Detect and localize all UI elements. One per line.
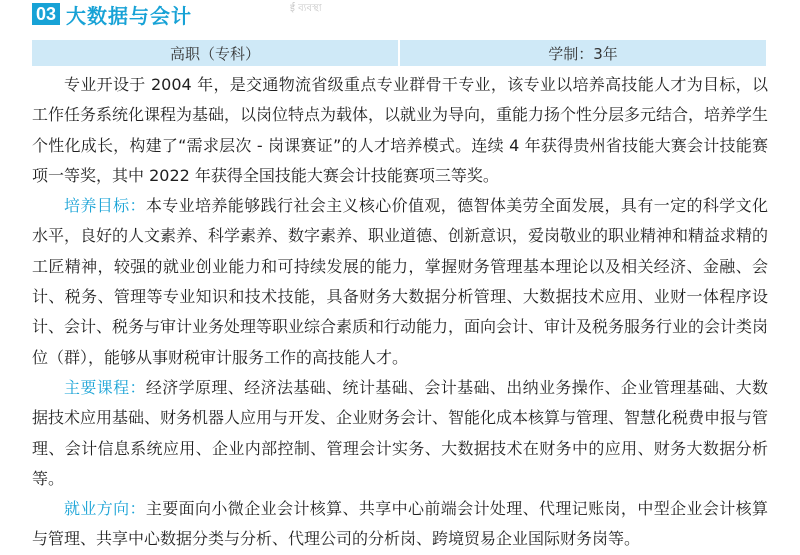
- goal-label: 培养目标：: [64, 196, 146, 216]
- program-description: [32, 70, 768, 555]
- goal-paragraph: [32, 191, 768, 373]
- intro-paragraph: 专业开设于 2004 年，是交通物流省级重点专业群骨干专业，该专业以培养高技能人才为目标，以工作任务系统化课程为基础，以岗位特点为载体，以就业为导向，重能力扬个性分层多元结合，培养学生个性化成长，构建了“需求层次 - 岗课赛证”的人才培养模式。连续 4 年获得贵州省技能大赛会计技能赛项一等奖，其中 2022 年获得全国技能大赛会计技能赛项三等奖。: [32, 75, 769, 185]
- section-header: [32, 0, 192, 28]
- program-level: 高职（专科）: [32, 40, 398, 66]
- courses-text: 经济学原理、经济法基础、统计基础、会计基础、出纳业务操作、企业管理基础、大数据技术应用基础、财务机器人应用与开发、企业财务会计、智能化成本核算与管理、智慧化税费申报与管理、会计信息系统应用、企业内部控制、管理会计实务、大数据技术在财务中的应用、财务大数据分析等。: [32, 377, 769, 488]
- program-info-band: [32, 40, 766, 66]
- jobs-text: 主要面向小微企业会计核算、共享中心前端会计处理、代理记账岗，中型企业会计核算与管理、共享中心数据分类与分析、代理公司的分析岗、跨境贸易企业国际财务岗等。: [32, 499, 768, 549]
- courses-paragraph: [32, 373, 768, 494]
- courses-label: 主要课程：: [64, 377, 146, 397]
- jobs-paragraph: [32, 494, 768, 555]
- faint-top-text: ई ব্যবস্থা: [290, 3, 322, 14]
- goal-text: 本专业培养能够践行社会主义核心价值观，德智体美劳全面发展，具有一定的科学文化水平，良好的人文素养、科学素养、数字素养、职业道德、创新意识，爱岗敬业的职业精神和精益求精的工匠精神，较强的就业创业能力和可持续发展的能力，掌握财务管理基本理论以及相关经济、金融、会计、税务、管理等专业知识和技术技能，具备财务大数据分析管理、大数据技术应用、业财一体程序设计、会计、税务与审计业务处理等职业综合素质和行动能力，面向会计、审计及税务服务行业的会计类岗位（群），能够从事财税审计服务工作的高技能人才。: [32, 196, 769, 367]
- program-duration: 学制：3年: [400, 40, 766, 66]
- jobs-label: 就业方向：: [64, 499, 146, 519]
- section-number: 03: [32, 3, 60, 25]
- section-title: 大数据与会计: [66, 3, 193, 28]
